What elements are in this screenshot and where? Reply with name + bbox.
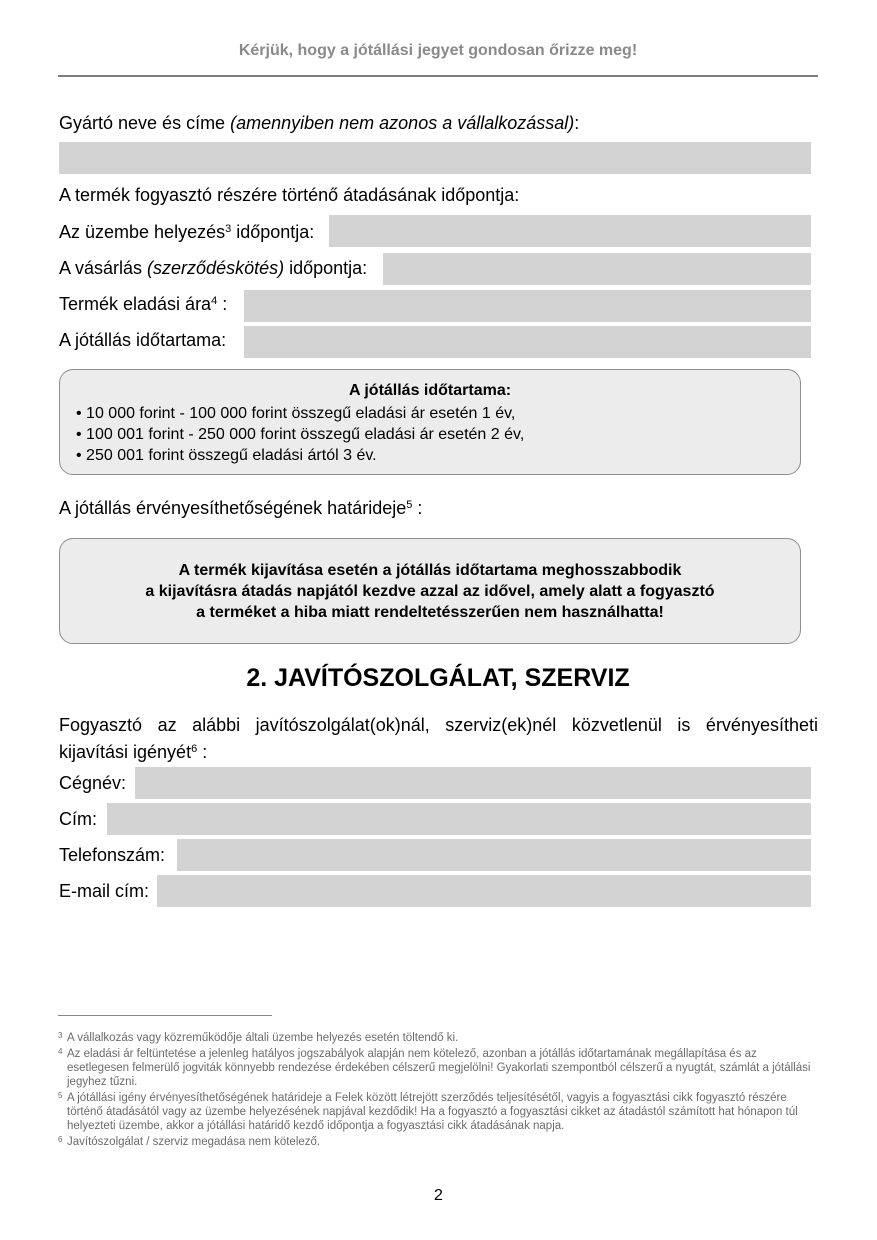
footnote-text: Az eladási ár feltüntetése a jelenleg hatályos jogszabályok alapján nem kötelező, azonban a jótállás időtartamának megállapítása és az esetlegesen felmerülő jogviták könnyebb rendezése érdekében célszerű megjelölni! Gyakorlati szempontból célszerű a nyugtát, számlát a jótállási jegyhez tűzni. <box>67 1048 811 1088</box>
email-label: E-mail cím: <box>59 881 149 901</box>
installation-date-label <box>59 222 314 243</box>
duration-info-item: • 250 001 forint összegű eladási ártól 3 év. <box>76 445 784 466</box>
purchase-label-text: A vásárlás <box>59 258 148 278</box>
duration-info-title: A jótállás időtartama: <box>348 382 512 399</box>
email-field[interactable] <box>157 875 811 907</box>
manufacturer-label <box>59 113 579 134</box>
installation-date-field[interactable] <box>329 215 811 247</box>
footnote <box>58 1135 818 1149</box>
price-label <box>59 294 227 315</box>
purchase-date-field[interactable] <box>383 253 811 285</box>
manufacturer-field[interactable] <box>59 142 811 174</box>
footnote-number: 3 <box>58 1031 63 1040</box>
service-intro-suffix: : <box>197 742 208 762</box>
price-field[interactable] <box>244 290 811 322</box>
duration-label: A jótállás időtartama: <box>59 330 227 350</box>
duration-field[interactable] <box>244 326 811 358</box>
footnotes <box>58 1031 818 1151</box>
section-title: 2. JAVÍTÓSZOLGÁLAT, SZERVIZ <box>246 664 630 692</box>
page-number: 2 <box>434 1187 443 1204</box>
repair-notice-box <box>59 538 801 644</box>
manufacturer-label-note: (amennyiben nem azonos a vállalkozással) <box>230 113 575 133</box>
phone-field[interactable] <box>177 839 811 871</box>
footnote-number: 5 <box>58 1091 63 1100</box>
installation-label-suffix: időpontja: <box>231 222 315 242</box>
address-label: Cím: <box>59 809 97 829</box>
manufacturer-label-text: Gyártó neve és címe <box>59 113 231 133</box>
handover-heading: A termék fogyasztó részére történő átadásának időpontja: <box>59 185 520 205</box>
purchase-label-suffix: időpontja: <box>284 258 368 278</box>
header-divider <box>58 75 818 77</box>
service-footnote-ref: 6 <box>191 743 198 755</box>
footnote-text: Javítószolgálat / szerviz megadása nem kötelező. <box>67 1136 321 1148</box>
footnote-text: A jótállási igény érvényesíthetőségének határideje a Felek között létrejött szerződés teljesítésétől, vagyis a fogyasztási cikk fogyasztó részére történő átadásától vagy az üzembe helyezésének napjával kezdődik! Ha a fogyasztó a fogyasztási cikket az átadástól számított hat hónapon túl helyezteti üzembe, akkor a jótállási határidő kezdő időpontja a fogyasztási cikk átadásának napja. <box>67 1092 798 1132</box>
price-label-text: Termék eladási ára <box>59 294 212 314</box>
phone-label: Telefonszám: <box>59 845 166 865</box>
page-header: Kérjük, hogy a jótállási jegyet gondosan őrizze meg! <box>238 42 638 59</box>
footnote <box>58 1031 818 1045</box>
service-intro <box>59 713 818 764</box>
price-label-suffix: : <box>217 294 228 314</box>
footnote-number: 6 <box>58 1135 63 1144</box>
footnote <box>58 1047 818 1089</box>
footnote-text: A vállalkozás vagy közreműködője általi üzembe helyezés esetén töltendő ki. <box>67 1032 459 1044</box>
deadline-label-text: A jótállás érvényesíthetőségének határideje <box>59 498 407 518</box>
duration-info-item: • 10 000 forint - 100 000 forint összegű eladási ár esetén 1 év, <box>76 403 784 424</box>
installation-footnote-ref: 3 <box>225 223 232 235</box>
duration-info-box <box>59 369 801 475</box>
deadline-label <box>59 498 422 519</box>
manufacturer-label-suffix: : <box>574 113 580 133</box>
installation-label-text: Az üzembe helyezés <box>59 222 226 242</box>
service-intro-text: Fogyasztó az alábbi javítószolgálat(ok)nál, szerviz(ek)nél közvetlenül is érvényesítheti kijavítási igényét <box>59 715 818 762</box>
company-field[interactable] <box>135 767 811 799</box>
deadline-footnote-ref: 5 <box>406 499 413 511</box>
footnote <box>58 1091 818 1133</box>
repair-notice-line: A termék kijavítása esetén a jótállás időtartama meghosszabbodik <box>178 561 682 579</box>
footnote-number: 4 <box>58 1047 63 1056</box>
purchase-date-label <box>59 258 367 279</box>
duration-info-item: • 100 001 forint - 250 000 forint összegű eladási ár esetén 2 év, <box>76 424 784 445</box>
footnote-divider <box>58 1015 272 1016</box>
duration-info-list <box>76 403 784 466</box>
address-field[interactable] <box>107 803 811 835</box>
price-footnote-ref: 4 <box>211 295 218 307</box>
repair-notice-line: a kijavításra átadás napjától kezdve azzal az idővel, amely alatt a fogyasztó <box>145 582 715 600</box>
deadline-label-suffix: : <box>412 498 423 518</box>
purchase-label-note: (szerződéskötés) <box>147 258 285 278</box>
company-label: Cégnév: <box>59 773 127 793</box>
repair-notice-line: a terméket a hiba miatt rendeltetésszerűen nem használhatta! <box>196 603 664 621</box>
